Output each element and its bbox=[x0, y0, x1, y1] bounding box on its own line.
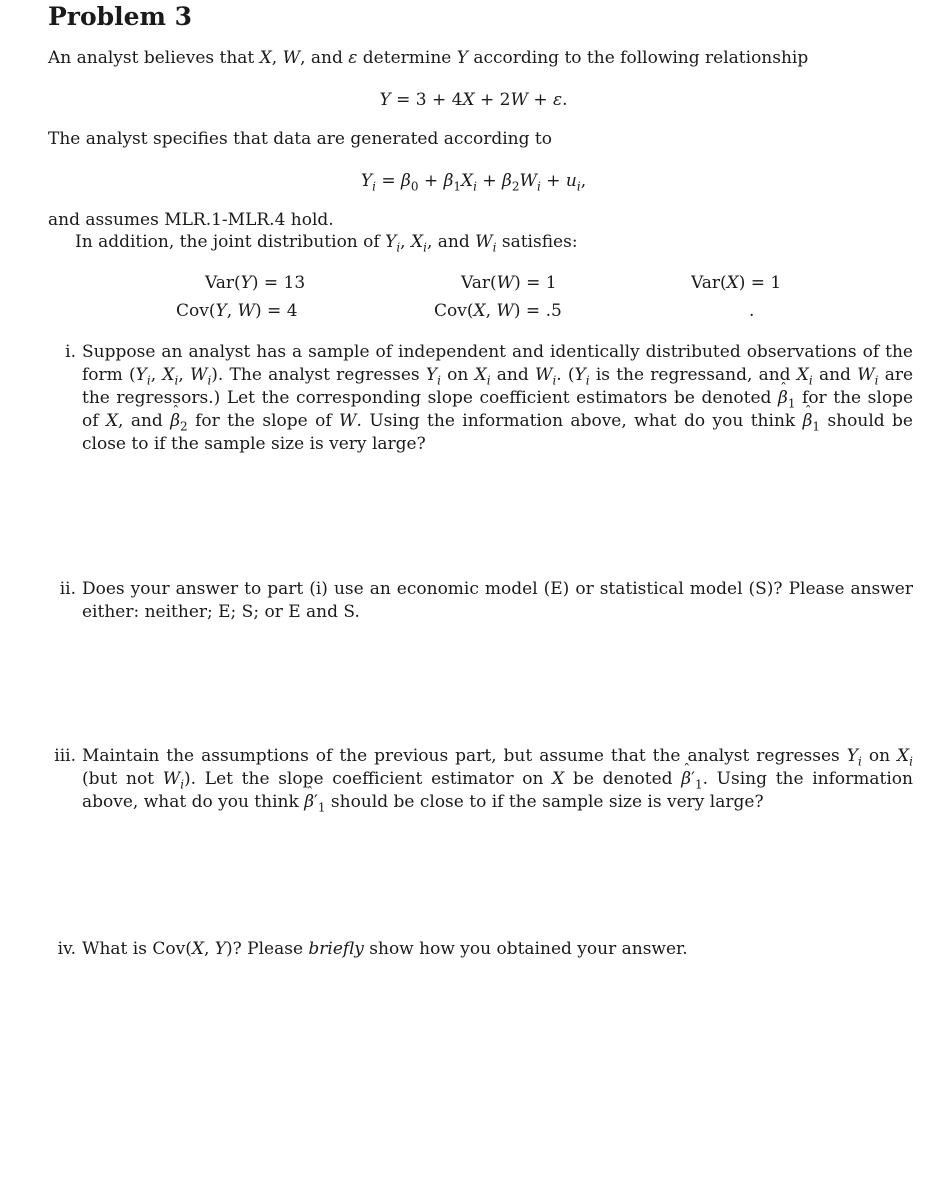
cov-xw: Cov(X, W) = .5 bbox=[434, 301, 562, 321]
question-text: What is Cov(X, Y)? Please briefly show how you obtained your answer. bbox=[82, 939, 688, 959]
question-number: i. bbox=[65, 342, 76, 362]
var-w: Var(W) = 1 bbox=[461, 273, 557, 293]
question-number: iii. bbox=[54, 746, 76, 766]
table-period: . bbox=[749, 301, 755, 321]
var-x: Var(X) = 1 bbox=[691, 273, 782, 293]
intro-text: An analyst believes that X, W, and ε determine Y according to the following relationship bbox=[48, 48, 809, 68]
spec-equation: $Y_i = \beta_0 + \beta_1X_i + \beta_2W_i + u_i$, bbox=[360, 171, 587, 194]
spec-text: The analyst specifies that data are generated according to bbox=[48, 129, 552, 149]
question-text: Does your answer to part (i) use an economic model (E) or statistical model (S)? Please answer either: neither; E; S; or E and S. bbox=[82, 579, 913, 622]
question-number: iv. bbox=[57, 939, 76, 959]
cov-yw: Cov(Y, W) = 4 bbox=[176, 301, 298, 321]
question-text: Suppose an analyst has a sample of independent and identically distributed observations of the form ($Y_i$, $X_i$, $W_i$). The analyst regresses $Y_i$ on $X_i$ and $W_i$. ($Y_i$ is the regressand, and $X_i$ and $W_i$ are the regressors.) Let the corresponding slope coefficient estimators be denoted ˆ $\beta_1$ for the slope of X, and ˆ $\beta_2$ for the slope of W. Using the information above, what do you think ˆ $\beta_1$ should be close to if the sample size is very large? bbox=[82, 341, 913, 456]
question-text: Maintain the assumptions of the previous part, but assume that the analyst regresses $Y_i$ on $X_i$ (but not $W_i$). Let the slope coefficient estimator on X be denoted ˆ $\beta'_1$. Using the information above, what do you think ˆ $\beta'_1$ should be close to if the sample size is very large? bbox=[82, 745, 913, 814]
true-model-equation: Y = 3 + 4X + 2W + ε. bbox=[379, 90, 568, 110]
question-number: ii. bbox=[59, 579, 76, 599]
assumption-text: and assumes MLR.1-MLR.4 hold. bbox=[48, 210, 334, 230]
joint-distribution-text: In addition, the joint distribution of $Y_i$, $X_i$, and $W_i$ satisfies: bbox=[75, 232, 578, 255]
problem-title: Problem 3 bbox=[48, 2, 193, 31]
var-y: Var(Y) = 13 bbox=[205, 273, 306, 293]
